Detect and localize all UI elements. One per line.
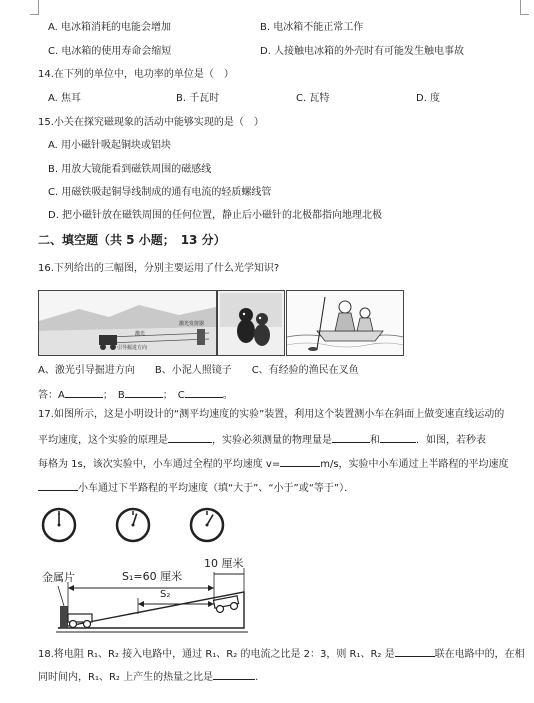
answer-c-label: ； C [162,390,185,401]
q16-stem: 16.下列给出的三幅图，分别主要运用了什么光学知识? [38,263,280,274]
q18-series-text: 18.将电阻 R₁、R₂ 接入电路中，通过 R₁、R₂ 的电流之比是 2：3，则 R₁、R₂ 是 [38,649,395,660]
q15-stem: 15.小关在探究磁现象的活动中能够实现的是（ ） [38,117,264,128]
quantity-1-blank[interactable] [332,432,370,443]
q15-option-d: D. 把小磁针放在磁铁周围的任何位置，静止后小磁针的北极都指向地理北极 [48,210,383,221]
q16-figure-fishing [286,290,404,356]
mirror-scene-drawing [218,291,284,355]
q14-option-d: D. 度 [416,93,441,104]
metal-plate-label: 金属片 [42,571,75,584]
connection-blank[interactable] [395,646,435,657]
q18-same-time-text: 联在电路中的，在相 [434,649,525,660]
q13-option-a: A. 电冰箱消耗的电能会增加 [48,22,172,33]
q16-figure-laser [38,290,217,356]
q15-option-b: B. 用放大镜能看到磁铁周围的磁感线 [48,164,212,175]
answer-b-blank[interactable] [125,387,163,398]
q17-line-4 [38,480,354,496]
laser-label: 激光 [135,331,146,337]
compare-blank[interactable] [38,480,78,491]
s1-label: S₁=60 厘米 [122,570,183,583]
answer-b-label: ； B [102,390,125,401]
q17-line-2 [38,432,486,448]
q17-first-half-text: m/s，实验中小车通过上半路程的平均速度 [320,459,509,470]
answer-a-label: 答：A [38,390,65,401]
q14-option-b: B. 千瓦时 [176,93,220,104]
ten-cm-label: 10 厘米 [204,557,244,570]
stopwatch-1 [40,506,78,544]
q16-options: A、激光引导掘进方向 B、小泥人照镜子 C、有经验的渔民在叉鱼 [38,365,359,376]
q17-quantity-text: ，实验必须测量的物理量是 [212,435,332,446]
corner-mark-right [520,0,529,15]
corner-mark-left [30,0,39,15]
q15-option-c: C. 用磁铁吸起铜导线制成的通有电流的轻质螺线管 [48,187,272,198]
fishing-scene-drawing [287,291,403,355]
laser-emitter-label: 激光发射器 [179,321,205,327]
q15-option-a: A. 用小磁针吸起铜块或铝块 [48,140,172,151]
answer-c-blank[interactable] [185,387,223,398]
stopwatch-2 [114,506,152,544]
q17-line-3 [38,456,509,472]
section-2-title: 二、填空题（共 5 小题； 13 分） [38,233,226,247]
q14-option-a: A. 焦耳 [48,93,82,104]
q17-stopwatch-text: ．如图，若秒表 [416,435,486,446]
principle-blank[interactable] [168,432,212,443]
q17-and-text: 和 [370,435,380,446]
q16-answer-line [38,387,233,403]
q17-incline-diagram [38,554,258,634]
s2-label: S₂ [160,589,171,600]
quantity-2-blank[interactable] [380,432,416,443]
stopwatch-3 [188,506,226,544]
q18-line-1 [38,646,525,662]
q17-velocity-text: 每格为 1s，该次实验中，小车通过全程的平均速度 v= [38,459,281,470]
laser-direction-label: 引导掘进方向 [117,345,148,351]
q18-end: . [255,672,259,683]
q17-line-1: 17.如图所示，这是小明设计的“测平均速度的实验”装置，利用这个装置测小车在斜面上做变速直线运动的 [38,409,505,420]
heat-ratio-blank[interactable] [213,669,255,680]
q18-heat-text: 同时间内，R₁、R₂ 上产生的热量之比是 [38,672,214,683]
q13-option-d: D. 人接触电冰箱的外壳时有可能发生触电事故 [260,46,465,57]
velocity-blank[interactable] [280,456,320,467]
q14-stem: 14.在下列的单位中，电功率的单位是（ ） [38,69,234,80]
q18-line-2 [38,669,258,685]
answer-a-blank[interactable] [65,387,103,398]
q16-figure-mirror [217,290,285,356]
q13-option-b: B. 电冰箱不能正常工作 [260,22,364,33]
q13-option-c: C. 电冰箱的使用寿命会缩短 [48,46,172,57]
q17-principle-text: 平均速度，这个实验的原理是 [38,435,168,446]
q17-second-half-text: 小车通过下半路程的平均速度（填“大于”、“小于”或“等于”）． [78,483,355,494]
q14-option-c: C. 瓦特 [296,93,330,104]
answer-end: 。 [222,390,233,401]
